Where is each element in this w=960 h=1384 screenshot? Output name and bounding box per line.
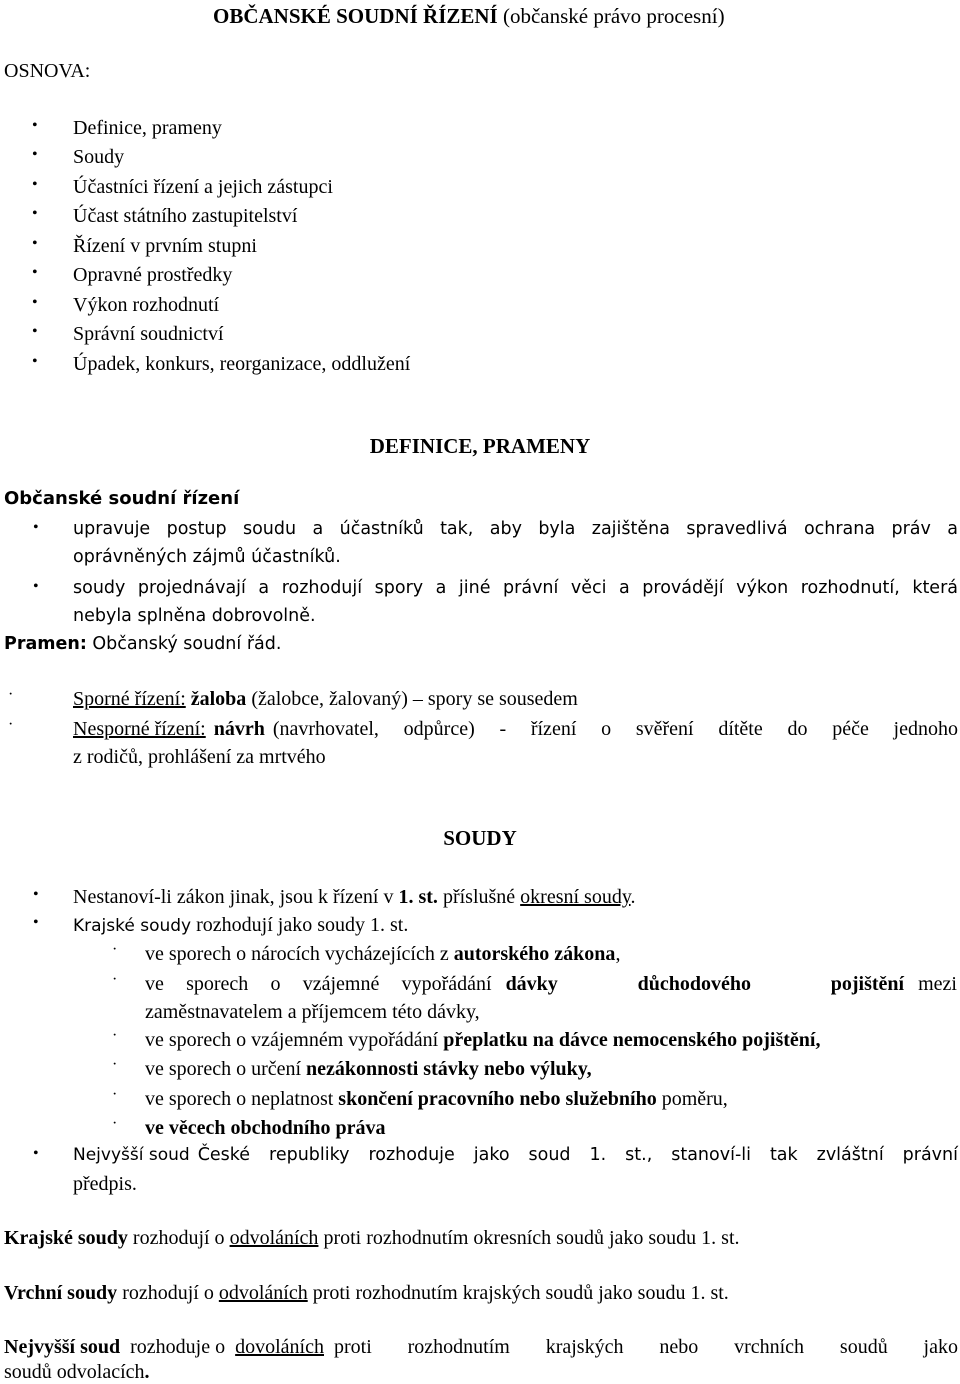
nesporne-label: Nesporné řízení: (73, 718, 206, 740)
bullet-icon: • (33, 886, 39, 903)
okresni-soudy-link: okresní soudy (520, 886, 631, 908)
pramen-line (4, 634, 281, 654)
sub-item: ve sporech o neplatnost skončení pracovního nebo služebního poměru, (145, 1088, 728, 1110)
soudy-bullet-3-line-2: předpis. (73, 1173, 137, 1195)
soudy-bullet-3: Nejvyšší soud České republiky rozhoduje jako soud 1. st., stanoví-li tak zvláštní právní (73, 1145, 958, 1165)
paragraph-vrchni: Vrchní soudy rozhodují o odvoláních proti rozhodnutím krajských soudů jako soudu 1. st. (4, 1282, 729, 1304)
osnova-label: OSNOVA: (4, 60, 91, 82)
bullet-icon: • (32, 176, 38, 193)
middot-icon: · (8, 716, 14, 733)
sub-item: ve sporech o vzájemném vypořádání přeplatku na dávce nemocenského pojištění, (145, 1029, 821, 1051)
paragraph-nejvyssi-line-2: soudů odvolacích. (4, 1361, 150, 1383)
sub-item: ve sporech o určení nezákonnosti stávky nebo výluky, (145, 1058, 592, 1080)
bullet-icon: • (32, 146, 38, 163)
pramen-label: Pramen: (4, 634, 87, 654)
title-main: OBČANSKÉ SOUDNÍ ŘÍZENÍ (213, 4, 498, 28)
definition-line: nebyla splněna dobrovolně. (73, 606, 316, 626)
bullet-icon: • (33, 1145, 39, 1162)
document-title (213, 4, 725, 29)
sub-item-line-2: zaměstnavatelem a příjemcem této dávky, (145, 1001, 480, 1023)
definition-line: soudy projednávají a rozhodují spory a jiné právní věci a provádějí výkon rozhodnutí, která (73, 578, 958, 598)
soudy-bullet-1: Nestanoví-li zákon jinak, jsou k řízení v 1. st. příslušné okresní soudy. (73, 886, 636, 908)
middot-icon: · (112, 1086, 118, 1103)
bullet-icon: • (33, 578, 39, 595)
nesporne-bold: návrh (213, 718, 265, 740)
nesporne-line-2: z rodičů, prohlášení za mrtvého (73, 746, 326, 768)
sub-item: ve sporech o vzájemné vypořádání dávky důchodového pojištění mezi (145, 973, 957, 995)
subheading-obcanske-rizeni: Občanské soudní řízení (4, 488, 240, 509)
sporne-label: Sporné řízení: (73, 688, 186, 710)
bullet-icon: • (32, 264, 38, 281)
nesporne-rizeni-line: Nesporné řízení: návrh (navrhovatel, odpůrce) - řízení o svěření dítěte do péče jednoho (73, 718, 958, 740)
bullet-icon: • (32, 323, 38, 340)
middot-icon: · (112, 1027, 118, 1044)
bullet-icon: • (33, 914, 39, 931)
middot-icon: · (112, 1056, 118, 1073)
definition-line: oprávněných zájmů účastníků. (73, 547, 341, 567)
bullet-icon: • (32, 117, 38, 134)
bullet-icon: • (32, 205, 38, 222)
paragraph-nejvyssi: Nejvyšší soud rozhoduje o dovoláních proti rozhodnutím krajských nebo vrchních soudů jako (4, 1336, 958, 1358)
bullet-icon: • (33, 519, 39, 536)
definition-line: upravuje postup soudu a účastníků tak, aby byla zajištěna spravedlivá ochrana práv a (73, 519, 958, 539)
sporne-rizeni-line: Sporné řízení: žaloba (žalobce, žalovaný) – spory se sousedem (73, 688, 578, 710)
middot-icon: · (112, 941, 118, 958)
bullet-icon: • (32, 353, 38, 370)
paragraph-krajske: Krajské soudy rozhodují o odvoláních proti rozhodnutím okresních soudů jako soudu 1. st. (4, 1227, 740, 1249)
pramen-value: Občanský soudní řád. (92, 634, 282, 654)
middot-icon: · (8, 686, 14, 703)
sub-item: ve sporech o nárocích vycházejících z autorského zákona, (145, 943, 621, 965)
sporne-bold: žaloba (190, 688, 247, 710)
middot-icon: · (112, 1115, 118, 1132)
bullet-icon: • (32, 235, 38, 252)
soudy-bullet-2: Krajské soudy rozhodují jako soudy 1. st. (73, 914, 409, 936)
sub-item: ve věcech obchodního práva (145, 1117, 386, 1139)
section-heading-definice: DEFINICE, PRAMENY (369, 434, 591, 458)
middot-icon: · (112, 971, 118, 988)
bullet-icon: • (32, 294, 38, 311)
section-heading-soudy: SOUDY (443, 826, 517, 850)
title-sub: (občanské právo procesní) (502, 4, 725, 28)
